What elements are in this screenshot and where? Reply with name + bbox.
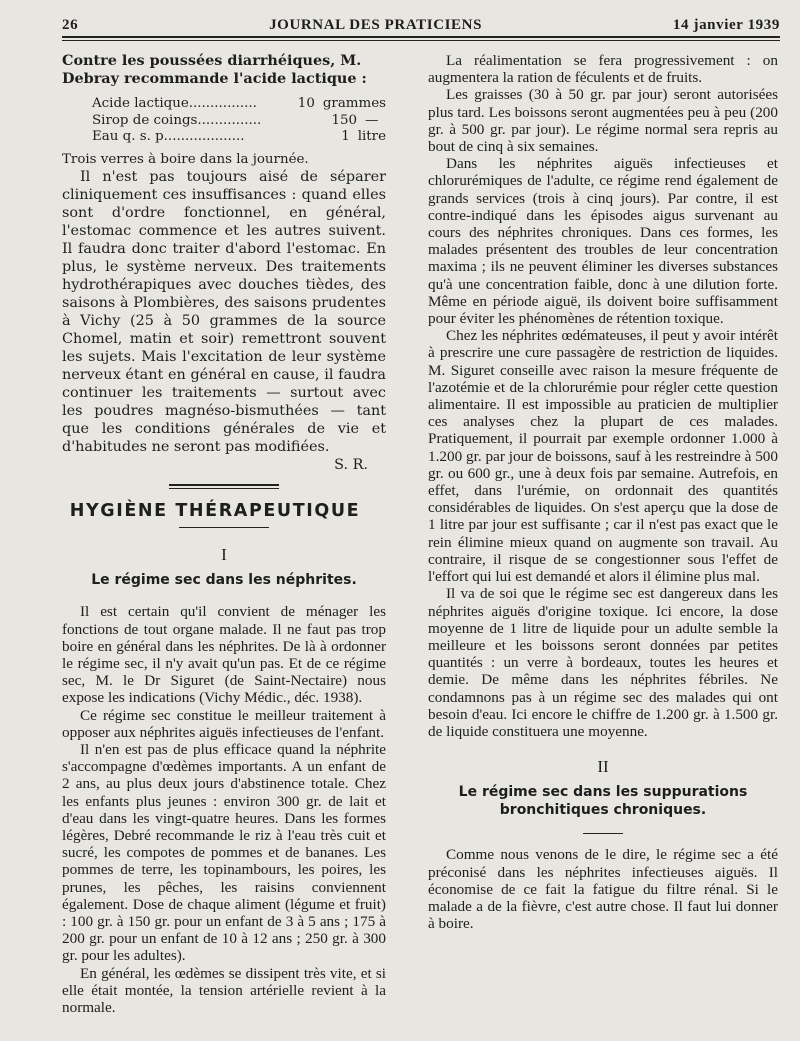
recipe-amount: 1 (341, 129, 350, 144)
paragraph: En général, les œdèmes se dissipent très vite, et si elle était montée, la tension artérielle revient à la normale. (62, 964, 386, 1017)
paragraph: Dans les néphrites aiguës infectieuses et chlorurémiques de l'adulte, ce régime rend également de grands services (trois à cinq jours). Par contre, il est contre-indiqué dans les épisodes aigus survenant au cours des néphrites chroniques. Dans ces formes, les malades présentent des troubles de leur concentration maxima ; ils ne peuvent éliminer les diverses substances qu'à une concentration faible, donc à une dilution forte. Même en période aiguë, ils doivent boire suffisamment pour éviter les phénomènes de rétention toxique. (428, 155, 778, 328)
recipe-amount: 150 (331, 112, 357, 128)
part-title: Le régime sec dans les suppurations bronchitiques chroniques. (458, 784, 748, 819)
recipe-row (92, 113, 386, 130)
signature: S. R. (334, 457, 368, 473)
paragraph: Il est certain qu'il convient de ménager les fonctions de tout organe malade. Il ne faut pas trop boire en général dans les néphrites. De là à ordonner le régime sec, il n'y avait qu'un pas. Et de ce régime sec, M. le Dr Siguret (de Saint-Nectaire) nous expose les indications (Vichy Médic., déc. 1938). (62, 603, 386, 707)
section-divider-thin (169, 488, 279, 489)
part-number: II (597, 757, 609, 777)
part-number: I (221, 545, 227, 565)
recipe-unit: grammes (322, 96, 386, 111)
title-underline (179, 527, 269, 528)
paragraph: Comme nous venons de le dire, le régime sec a été préconisé dans les néphrites infectieuses aiguës. Il économise de ce fait la fatigue du filtre rénal. Si le malade a de la fièvre, c'est autre chose. Il faut lui donner à boire. (428, 846, 778, 933)
recipe-ingredient: Sirop de coings............... (92, 112, 262, 128)
article-end (62, 52, 386, 474)
paragraph: Ce régime sec constitue le meilleur traitement à opposer aux néphrites aiguës infectieuses de l'enfant. (62, 706, 386, 741)
paragraph: Il va de soi que le régime sec est dangereux dans les néphrites aiguës d'origine toxique. Ici encore, la dose moyenne de 1 litre de liquide pour un adulte semble la meilleure et les boissons seront données par petites quantités : un verre à bordeaux, toutes les heures et demie. De même dans les néphrites fébriles. Ne condamnons pas à un régime sec des malades qui ont besoin d'eau. Ici encore le chiffre de 1.200 gr. à 1.500 gr. de liquide constituera une moyenne. (428, 585, 778, 740)
left-column (62, 52, 386, 1016)
recipe-unit: litre (357, 129, 386, 144)
paragraph: Il n'est pas toujours aisé de séparer cliniquement ces insuffisances : quand elles sont d'ordre fonctionnel, en général, l'estomac commence et les autres suivent. Il faudra donc traiter d'abord l'estomac. En plus, le système nerveux. Des traitements hydrothérapiques avec douches tièdes, des saisons à Plombières, des saisons prudentes à Vichy (25 à 50 grammes de la source Chomel, matin et soir) remettront souvent les sujets. Mais l'excitation de leur système nerveux étant en général en cause, il faudra continuer les traitements — surtout avec les poudres magnéso-bismuthées — tant que les conditions générales de vie et d'habitudes ne seront pas modifiées. (62, 169, 386, 455)
part-title: Le régime sec dans les néphrites. (91, 572, 357, 589)
recipe-unit: — (365, 112, 379, 128)
recipe-ingredient: Acide lactique................ (92, 96, 257, 111)
issue-date: 14 janvier 1939 (672, 16, 780, 33)
paragraph: Chez les néphrites œdémateuses, il peut y avoir intérêt à prescrire une cure passagère de restriction de liquides. M. Siguret conseille avec raison la mesure fréquente de l'azotémie et de la chlorurémie pour régler cette question alimentaire. Il est impossible au praticien de multiplier ces analyses chez la plupart de ces malades. Pratiquement, il pourrait par exemple ordonner 1.000 à 1.200 gr. par jour de boissons, sauf à les restreindre à 500 gr. ou 600 gr., une à deux fois par semaine. Autrefois, en effet, dans l'urémie, on ordonnait des quantités considérables de liquides. On s'est aperçu que la dose de 1 litre par jour est suffisante ; car il n'est pas exact que le rein élimine mieux quand on augmente son travail. Au contraire, il risque de se congestionner sous l'effet de l'effort qui lui est demandé et alors il élimine plus mal. (428, 327, 778, 586)
right-column (428, 52, 778, 932)
recipe-ingredient: Eau q. s. p................... (92, 129, 245, 144)
intro-line: Contre les poussées diarrhéiques, M. Debray recommande l'acide lactique : (62, 52, 367, 87)
recipe-amount: 10 (297, 96, 315, 111)
paragraph: Il n'en est pas de plus efficace quand la néphrite s'accompagne d'œdèmes importants. A un enfant de 2 ans, au plus deux jours d'abstinence totale. Chez les enfants plus jeunes : environ 300 gr. de lait et d'eau dans les vingt-quatre heures. Dans les formes légères, Debré recommande le riz à l'eau très cuit et sucré, les compotes de pommes et de bananes. Les pommes de terre, les topinambours, les poires, les prunes, les pêches, les raisins conviennent également. Dose de chaque aliment (légume et fruit) : 100 gr. à 150 gr. pour un enfant de 3 à 5 ans ; 175 à 200 gr. pour un enfant de 10 à 12 ans ; 250 gr. à 300 gr. pour les adultes). (62, 741, 386, 965)
paragraph: Les graisses (30 à 50 gr. par jour) seront autorisées plus tard. Les boissons seront augmentées peu à peu (200 gr. à 500 gr. par jour). Le régime normal sera repris au bout de cinq à six semaines. (428, 86, 778, 156)
page-number: 26 (62, 16, 79, 33)
header-rule (62, 36, 780, 38)
header-rule-thin (62, 40, 780, 41)
section-divider (169, 484, 279, 486)
recipe-row (92, 96, 386, 113)
section-title: HYGIÈNE THÉRAPEUTIQUE (69, 501, 361, 521)
recipe (92, 96, 386, 146)
recipe-row (92, 129, 386, 146)
paragraph: La réalimentation se fera progressivement : on augmentera la ration de féculents et de fruits. (428, 52, 778, 87)
title-underline (583, 833, 623, 834)
recipe-note: Trois verres à boire dans la journée. (62, 151, 309, 167)
journal-title: JOURNAL DES PRATICIENS (269, 16, 483, 33)
running-header (62, 14, 780, 36)
